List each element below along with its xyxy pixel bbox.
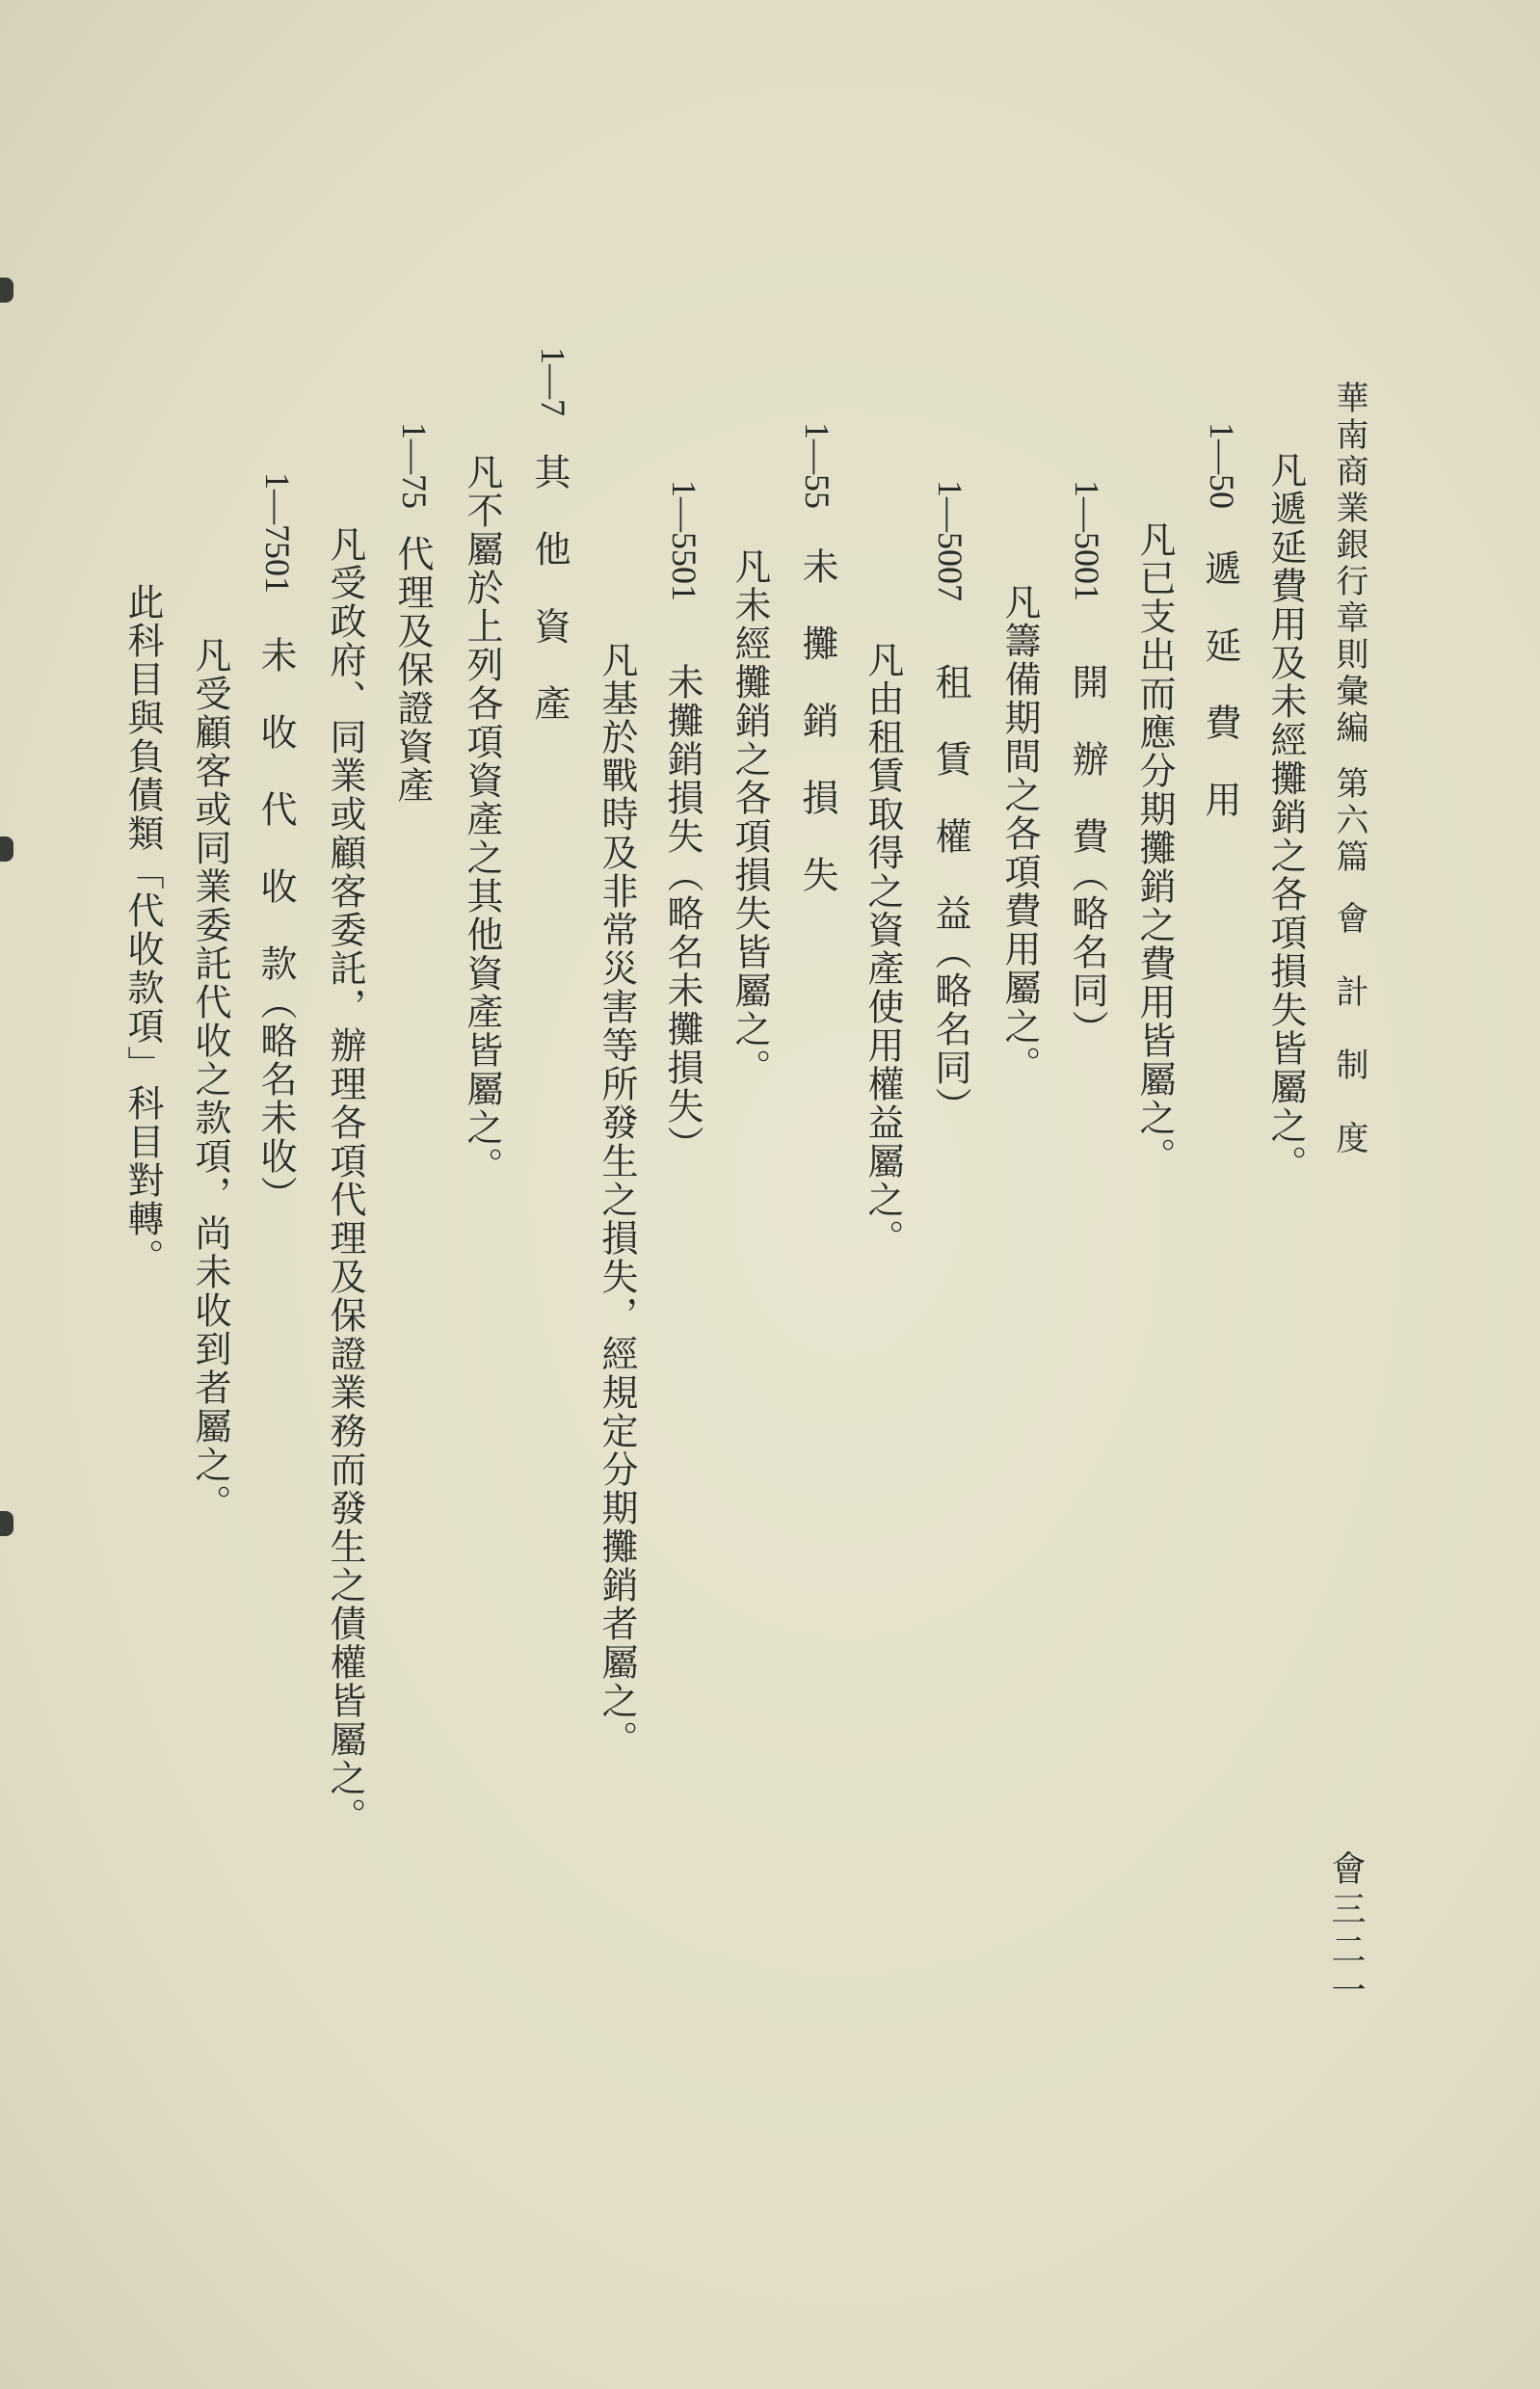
entry-text: 凡不屬於上列各項資產之其他資產皆屬之。 xyxy=(461,453,503,1185)
entry-text: 凡未經攤銷之各項損失皆屬之。 xyxy=(729,547,771,1087)
chapter-label: 第六篇 xyxy=(1330,766,1368,876)
entry-text: 此科目與負債類「代收款項」科目對轉。 xyxy=(121,583,164,1277)
entry-text: 凡遞延費用及未經攤銷之各項損失皆屬之。 xyxy=(1264,451,1307,1183)
account-code: 1—5001 xyxy=(1068,480,1106,601)
binding-hole xyxy=(0,1511,13,1536)
account-title: 開 辦 費（略名同） xyxy=(1066,663,1108,1049)
account-code: 1—50 xyxy=(1203,422,1241,509)
account-title: 代理及保證資產 xyxy=(391,535,434,805)
binding-hole xyxy=(0,836,13,862)
book-title: 華南商業銀行章則彙編 xyxy=(1330,381,1368,747)
account-title: 未 攤 銷 損 失 xyxy=(796,547,838,894)
section-title: 會 計 制 度 xyxy=(1330,901,1368,1157)
account-code: 1—7 xyxy=(534,347,572,416)
account-code: 1—55 xyxy=(798,422,836,509)
entry-text: 凡受顧客或同業委託代收之款項，尚未收到者屬之。 xyxy=(189,636,231,1523)
account-code: 1—7501 xyxy=(258,472,297,594)
account-title: 遞 延 費 用 xyxy=(1199,549,1241,819)
entry-text: 凡籌備期間之各項費用屬之。 xyxy=(998,583,1041,1084)
account-code: 1—5501 xyxy=(665,480,704,601)
page-number: 會三二一 xyxy=(1326,1850,1366,2012)
account-title: 其 他 資 產 xyxy=(528,453,571,723)
entry-text: 凡已支出而應分期攤銷之費用皆屬之。 xyxy=(1133,520,1176,1176)
entry-text: 凡受政府、同業或顧客委託，辦理各項代理及保證業務而發生之債權皆屬之。 xyxy=(324,525,366,1836)
account-code: 1—5007 xyxy=(931,480,969,601)
binding-hole xyxy=(0,278,13,303)
account-title: 未攤銷損失（略名未攤損失） xyxy=(661,663,704,1164)
entry-text: 凡基於戰時及非常災害等所發生之損失，經規定分期攤銷者屬之。 xyxy=(596,641,638,1759)
account-title: 租 賃 權 益（略名同） xyxy=(929,663,971,1126)
account-code: 1—75 xyxy=(395,422,434,509)
account-title: 未 收 代 收 款（略名未收） xyxy=(254,636,297,1214)
entry-text: 凡由租賃取得之資產使用權益屬之。 xyxy=(862,641,904,1258)
